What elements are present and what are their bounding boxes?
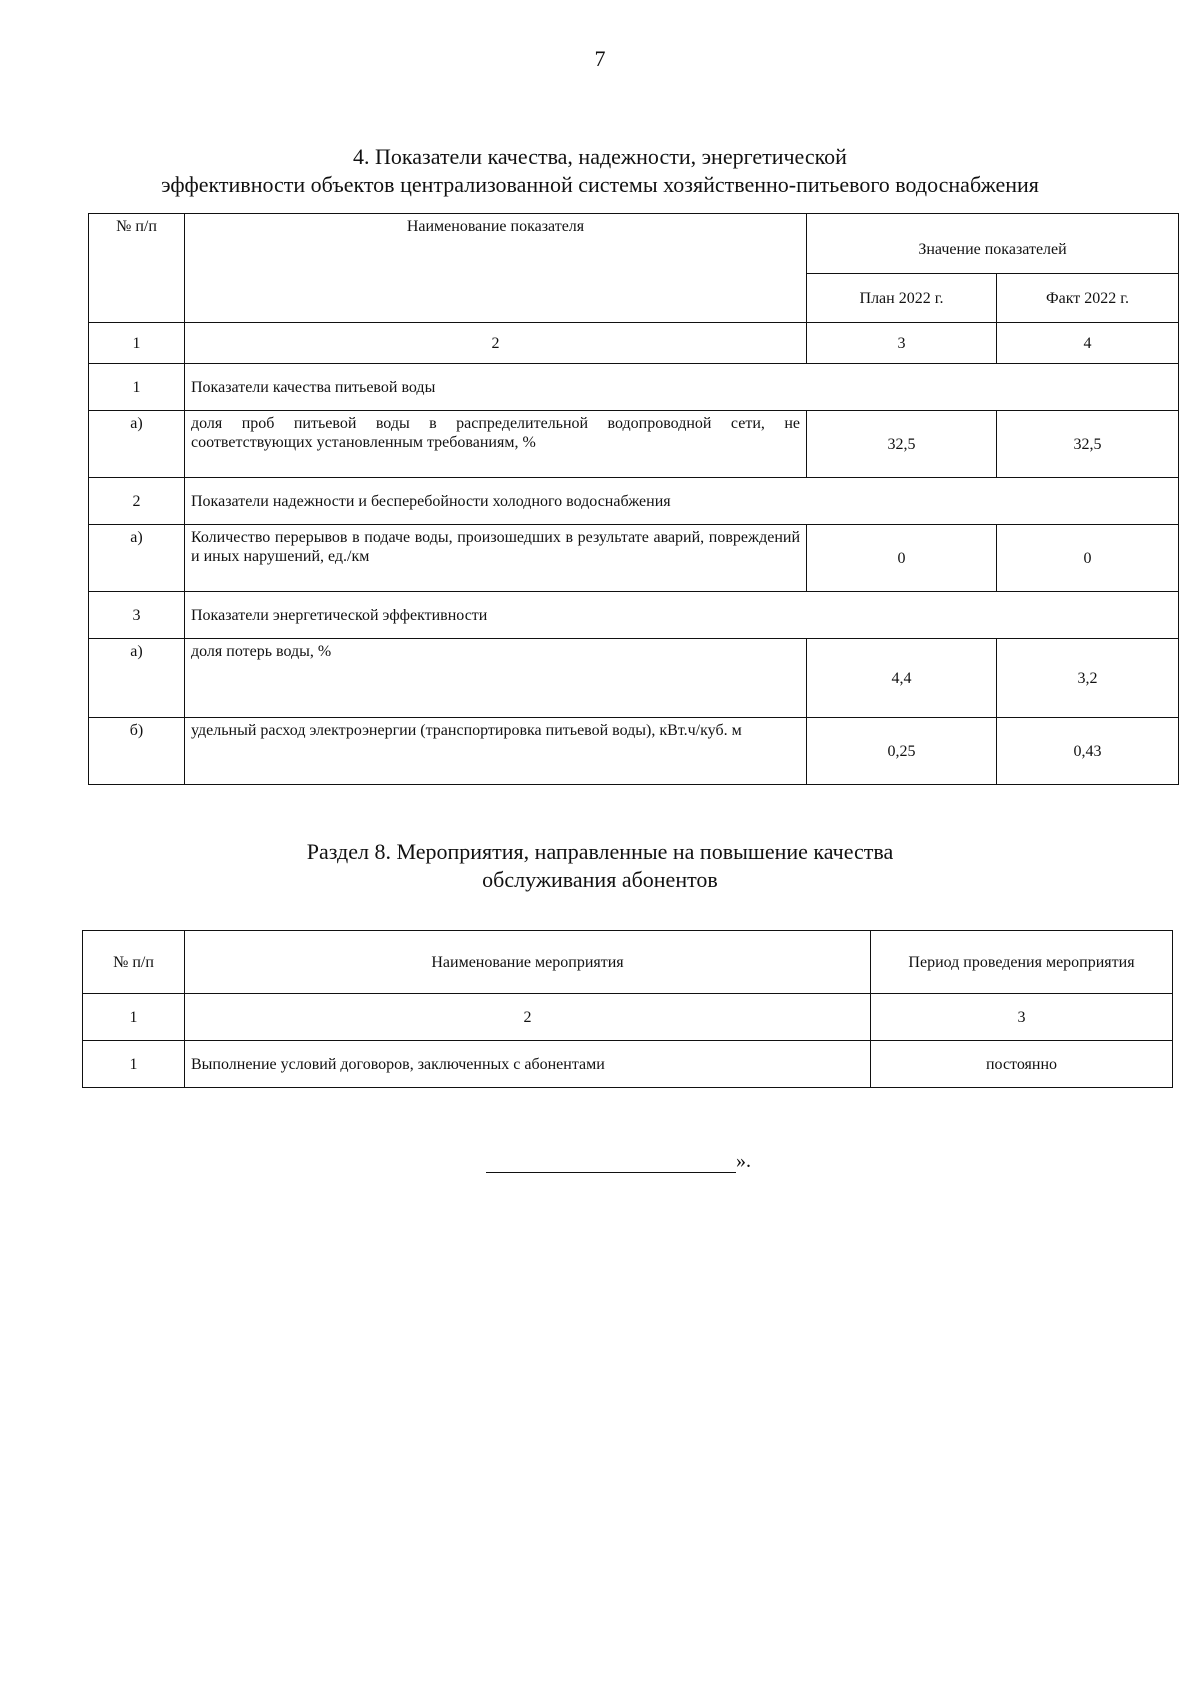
section8-title-line1: Раздел 8. Мероприятия, направленные на повышение качества — [306, 839, 894, 864]
measure-row — [83, 1041, 1173, 1088]
group-num: 3 — [89, 592, 185, 639]
header-values-group: Значение показателей — [807, 214, 1179, 274]
indicator-name: доля потерь воды, % — [185, 639, 807, 718]
column-number: 3 — [807, 323, 997, 364]
indicator-name: доля проб питьевой воды в распределительной водопроводной сети, не соответствующих установленным требованиям, % — [185, 411, 807, 478]
header-num: № п/п — [89, 214, 185, 323]
indicator-plan: 0 — [807, 525, 997, 592]
indicator-plan: 4,4 — [807, 639, 997, 718]
section4-title — [0, 143, 1200, 199]
measure-name: Выполнение условий договоров, заключенных с абонентами — [185, 1041, 871, 1088]
header-name: Наименование мероприятия — [185, 931, 871, 994]
section4-title-line2: эффективности объектов централизованной системы хозяйственно-питьевого водоснабжения — [161, 172, 1039, 197]
column-number: 1 — [83, 994, 185, 1041]
indicator-fact: 0 — [997, 525, 1179, 592]
measure-period: постоянно — [871, 1041, 1173, 1088]
indicator-name: удельный расход электроэнергии (транспортировка питьевой воды), кВт.ч/куб. м — [185, 718, 807, 785]
indicator-plan: 0,25 — [807, 718, 997, 785]
page-number: 7 — [594, 46, 606, 71]
group-title: Показатели качества питьевой воды — [185, 364, 1179, 411]
closing-mark: ». — [736, 1150, 751, 1172]
indicator-row — [89, 411, 1179, 478]
indicator-row — [89, 525, 1179, 592]
group-row — [89, 364, 1179, 411]
measure-num: 1 — [83, 1041, 185, 1088]
indicator-num: а) — [89, 411, 185, 478]
header-name: Наименование показателя — [185, 214, 807, 323]
closing-line — [486, 1150, 751, 1173]
header-period: Период проведения мероприятия — [871, 931, 1173, 994]
group-num: 1 — [89, 364, 185, 411]
group-row — [89, 592, 1179, 639]
indicator-num: а) — [89, 525, 185, 592]
header-plan: План 2022 г. — [807, 274, 997, 323]
header-num: № п/п — [83, 931, 185, 994]
section8-title — [0, 838, 1200, 894]
indicator-row — [89, 639, 1179, 718]
indicator-fact: 3,2 — [997, 639, 1179, 718]
blank-underline — [486, 1154, 736, 1173]
column-number: 3 — [871, 994, 1173, 1041]
column-number: 2 — [185, 994, 871, 1041]
group-title: Показатели надежности и бесперебойности холодного водоснабжения — [185, 478, 1179, 525]
indicator-fact: 32,5 — [997, 411, 1179, 478]
measures-table — [82, 930, 1173, 1088]
group-row — [89, 478, 1179, 525]
indicator-row — [89, 718, 1179, 785]
indicators-table — [88, 213, 1179, 785]
group-title: Показатели энергетической эффективности — [185, 592, 1179, 639]
section8-title-line2: обслуживания абонентов — [482, 867, 718, 892]
indicator-fact: 0,43 — [997, 718, 1179, 785]
section4-title-line1: 4. Показатели качества, надежности, энергетической — [353, 144, 847, 169]
indicator-num: б) — [89, 718, 185, 785]
indicator-num: а) — [89, 639, 185, 718]
column-number: 2 — [185, 323, 807, 364]
column-number: 1 — [89, 323, 185, 364]
indicator-name: Количество перерывов в подаче воды, произошедших в результате аварий, повреждений и иных нарушений, ед./км — [185, 525, 807, 592]
group-num: 2 — [89, 478, 185, 525]
column-number: 4 — [997, 323, 1179, 364]
indicator-plan: 32,5 — [807, 411, 997, 478]
header-fact: Факт 2022 г. — [997, 274, 1179, 323]
